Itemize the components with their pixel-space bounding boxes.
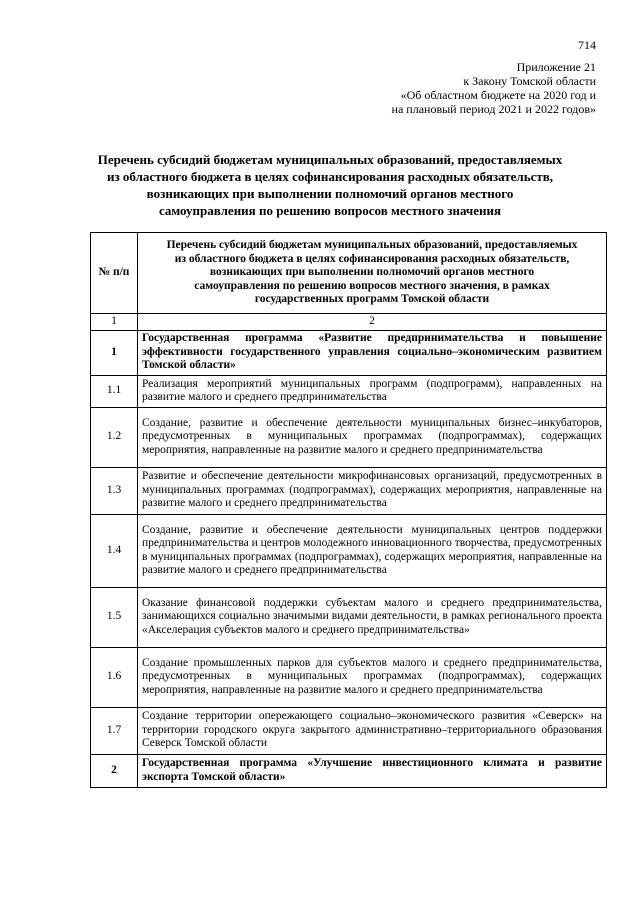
row-number: 1.5 bbox=[91, 587, 138, 647]
table-row bbox=[91, 514, 607, 587]
row-text: Развитие и обеспечение деятельности микрофинансовых организаций, предусмотренных в муниципальных программах (подпрограммах), содержащих мероприятия, направленные на развитие малого и среднего предпринимательства bbox=[138, 467, 607, 514]
table-row bbox=[91, 467, 607, 514]
table-row bbox=[91, 707, 607, 754]
header-line: самоуправления по решению вопросов местного значения, в рамках bbox=[194, 279, 550, 292]
page-number: 714 bbox=[578, 38, 596, 52]
header-description-column bbox=[138, 233, 607, 314]
header-line: Перечень субсидий бюджетам муниципальных образований, предоставляемых bbox=[166, 239, 578, 252]
row-number: 1.7 bbox=[91, 707, 138, 754]
row-number: 1.4 bbox=[91, 514, 138, 587]
row-text: Государственная программа «Развитие предпринимательства и повышение эффективности государственного управления социально–экономическим развитием Томской области» bbox=[138, 330, 607, 375]
row-number: 1.3 bbox=[91, 467, 138, 514]
appendix-line: к Закону Томской области bbox=[463, 74, 596, 88]
subsidies-table bbox=[90, 232, 607, 788]
title-line: самоуправления по решению вопросов местного значения bbox=[158, 203, 502, 218]
table-row bbox=[91, 587, 607, 647]
row-text: Создание промышленных парков для субъектов малого и среднего предпринимательства, предусмотренных в муниципальных программах (подпрограммах), содержащих мероприятия, направленные на развитие малого и среднего предпринимательства bbox=[138, 647, 607, 707]
row-text: Оказание финансовой поддержки субъектам малого и среднего предпринимательства, занимающихся социально значимыми видами деятельности, в рамках регионального проекта «Акселерация субъектов малого и среднего предпринимательства» bbox=[138, 587, 607, 647]
row-number: 1.6 bbox=[91, 647, 138, 707]
row-number: 1.2 bbox=[91, 407, 138, 467]
index-cell: 1 bbox=[91, 314, 138, 331]
row-text: Реализация мероприятий муниципальных программ (подпрограмм), направленных на развитие малого и среднего предпринимательства bbox=[138, 375, 607, 407]
table-header-row bbox=[91, 233, 607, 314]
appendix-line: «Об областном бюджете на 2020 год и bbox=[400, 88, 596, 102]
title-line: возникающих при выполнении полномочий органов местного bbox=[146, 186, 514, 201]
row-text: Создание, развитие и обеспечение деятельности муниципальных бизнес–инкубаторов, предусмотренных в муниципальных программах (подпрограммах), содержащих мероприятия, направленные на развитие малого и среднего предпринимательства bbox=[138, 407, 607, 467]
table-row bbox=[91, 375, 607, 407]
header-line: государственных программ Томской области bbox=[254, 293, 490, 306]
document-title bbox=[60, 151, 600, 219]
table-row bbox=[91, 330, 607, 375]
table-index-row bbox=[91, 314, 607, 331]
appendix-note bbox=[296, 60, 596, 116]
row-text: Создание территории опережающего социально–экономического развития «Северск» на территории городского округа закрытого административно–территориального образования Северск Томской области bbox=[138, 707, 607, 754]
header-number-column: № п/п bbox=[91, 233, 138, 314]
header-line: из областного бюджета в целях софинансирования расходных обязательств, bbox=[174, 252, 570, 265]
row-number: 1 bbox=[91, 330, 138, 375]
table-row bbox=[91, 754, 607, 787]
row-number: 2 bbox=[91, 754, 138, 787]
appendix-line: Приложение 21 bbox=[516, 60, 596, 74]
row-text: Государственная программа «Улучшение инвестиционного климата и развитие экспорта Томской области» bbox=[138, 754, 607, 787]
appendix-line: на плановый период 2021 и 2022 годов» bbox=[391, 102, 596, 116]
header-line: возникающих при выполнении полномочий органов местного bbox=[209, 266, 535, 279]
title-line: Перечень субсидий бюджетам муниципальных образований, предоставляемых bbox=[97, 152, 563, 167]
row-number: 1.1 bbox=[91, 375, 138, 407]
index-cell: 2 bbox=[138, 314, 607, 331]
title-line: из областного бюджета в целях софинансирования расходных обязательств, bbox=[106, 169, 554, 184]
table-row bbox=[91, 647, 607, 707]
row-text: Создание, развитие и обеспечение деятельности муниципальных центров поддержки предпринимательства и центров молодежного инновационного творчества, предусмотренных в муниципальных программах (подпрограммах), содержащих мероприятия, направленные на развитие малого и среднего предпринимательства bbox=[138, 514, 607, 587]
table-row bbox=[91, 407, 607, 467]
